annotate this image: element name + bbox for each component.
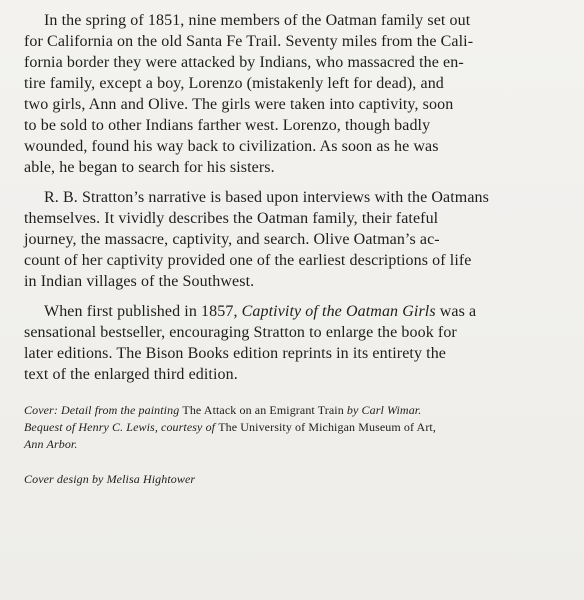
text-line (24, 301, 548, 322)
book-title: Captivity of the Oatman Girls (241, 303, 436, 320)
narrative-paragraph (24, 187, 548, 292)
synopsis-paragraph (24, 10, 548, 178)
text-line: themselves. It vividly describes the Oatman family, their fateful (24, 210, 439, 227)
text-line: fornia border they were attacked by Indians, who massacred the en- (24, 54, 464, 71)
museum-name: The University of Michigan Museum of Art, (218, 420, 436, 434)
text-line: R. B. Stratton’s narrative is based upon interviews with the Oatmans (44, 189, 489, 206)
text-line: two girls, Ann and Olive. The girls were taken into captivity, soon (24, 96, 454, 113)
text-line: later editions. The Bison Books edition reprints in its entirety the (24, 345, 447, 362)
cover-credit (24, 402, 548, 453)
text-span: Cover: Detail from the painting (24, 403, 183, 417)
publication-paragraph (24, 301, 548, 385)
text-line: tire family, except a boy, Lorenzo (mistakenly left for dead), and (24, 75, 444, 92)
text-span: When first published in 1857, (44, 303, 242, 320)
text-line: In the spring of 1851, nine members of the Oatman family set out (44, 12, 471, 29)
cover-design-credit (24, 471, 548, 488)
text-line: for California on the old Santa Fe Trail. Seventy miles from the Cali- (24, 33, 474, 50)
text-line: able, he began to search for his sisters. (24, 159, 275, 176)
text-line: in Indian villages of the Southwest. (24, 273, 255, 290)
credit-line (24, 402, 548, 419)
painting-title: The Attack on an Emigrant Train (182, 403, 344, 417)
text-span: Bequest of Henry C. Lewis, courtesy of (24, 420, 219, 434)
text-line: journey, the massacre, captivity, and search. Olive Oatman’s ac- (24, 231, 440, 248)
text-line: text of the enlarged third edition. (24, 366, 238, 383)
credit-line: Cover design by Melisa Hightower (24, 472, 196, 486)
text-line: count of her captivity provided one of the earliest descriptions of life (24, 252, 472, 269)
text-line: wounded, found his way back to civilization. As soon as he was (24, 138, 439, 155)
text-span: by Carl Wimar. (343, 403, 422, 417)
text-line: to be sold to other Indians farther west. Lorenzo, though badly (24, 117, 431, 134)
credit-line (24, 419, 548, 436)
text-span: was a (435, 303, 477, 320)
text-line: sensational bestseller, encouraging Stratton to enlarge the book for (24, 324, 457, 341)
credit-line: Ann Arbor. (24, 437, 78, 451)
